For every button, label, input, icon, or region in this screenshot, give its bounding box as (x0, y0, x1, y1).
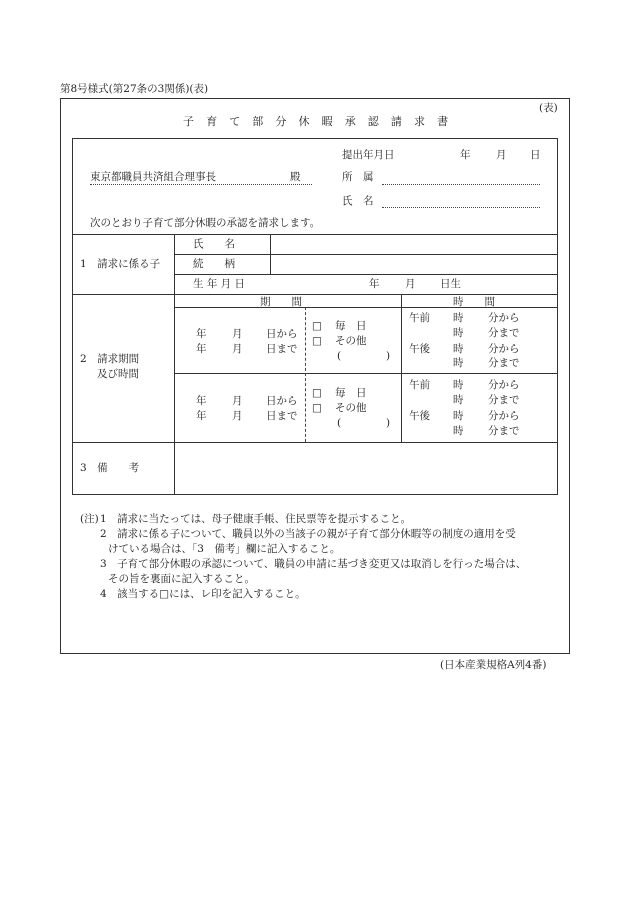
period-to-month: 月 (232, 343, 243, 355)
honorific: 殿 (290, 171, 301, 183)
period-from-day: 日から (266, 395, 298, 407)
am-min-to: 分まで (488, 327, 520, 339)
affiliation-label: 所 属 (342, 171, 374, 183)
child-relation-label: 続 柄 (193, 258, 235, 270)
period-from-day: 日から (266, 328, 298, 340)
am-hour-to: 時 (453, 394, 464, 406)
date-day: 日 (530, 149, 541, 161)
period-section-label-1: 2 請求期間 (80, 353, 140, 365)
child-name-label: 氏 名 (193, 238, 235, 250)
checkbox-daily[interactable]: □ (312, 387, 322, 399)
am-min-from: 分から (488, 379, 520, 391)
notes-prefix: (注) (80, 513, 99, 525)
period-to-day: 日まで (266, 343, 298, 355)
checkbox-other[interactable]: □ (312, 402, 322, 414)
am-min-to: 分まで (488, 394, 520, 406)
pm-hour-to: 時 (453, 357, 464, 369)
am-label: 午前 (409, 379, 430, 391)
am-hour-from: 時 (453, 379, 464, 391)
birth-suffix: 日生 (440, 278, 461, 290)
pm-label: 午後 (409, 343, 430, 355)
form-title: 子育て部分休暇承認請求書 (183, 115, 461, 128)
period-to-month: 月 (232, 410, 243, 422)
paper-size-footer: (日本産業規格A列4番) (440, 659, 547, 671)
paren-open: ( (337, 417, 342, 429)
child-birth-label: 生 年 月 日 (193, 278, 246, 290)
child-section-label: 1 請求に係る子 (80, 258, 161, 270)
am-hour-to: 時 (453, 327, 464, 339)
period-from-year: 年 (196, 395, 207, 407)
addressee: 東京都職員共済組合理事長 (90, 171, 216, 183)
note-item: 3 子育て部分休暇の承認について、職員の申請に基づき変更又は取消しを行った場合は、 (100, 558, 527, 570)
option-daily-label: 毎 日 (335, 387, 367, 399)
name-label: 氏 名 (342, 195, 374, 207)
period-to-day: 日まで (266, 410, 298, 422)
name-field[interactable] (382, 207, 540, 208)
pm-hour-from: 時 (453, 343, 464, 355)
paren-open: ( (337, 350, 342, 362)
note-item: 2 請求に係る子について、職員以外の当該子の親が子育て部分休暇等の制度の適用を受 (100, 528, 516, 540)
pm-hour-from: 時 (453, 410, 464, 422)
option-other-label: その他 (335, 402, 367, 414)
pm-label: 午後 (409, 410, 430, 422)
checkbox-other[interactable]: □ (312, 335, 322, 347)
period-from-year: 年 (196, 328, 207, 340)
birth-year: 年 (369, 278, 380, 290)
date-label: 提出年月日 (342, 149, 395, 161)
pm-min-from: 分から (488, 343, 520, 355)
paren-close: ) (386, 350, 391, 362)
date-year: 年 (460, 149, 471, 161)
note-item: 4 該当する□には、レ印を記入すること。 (100, 588, 306, 600)
period-from-month: 月 (232, 328, 243, 340)
time-header: 時 間 (453, 296, 495, 308)
birth-month: 月 (405, 278, 416, 290)
side-mark: (表) (539, 102, 558, 114)
pm-min-to: 分まで (488, 357, 520, 369)
checkbox-daily[interactable]: □ (312, 320, 322, 332)
request-text: 次のとおり子育て部分休暇の承認を請求します。 (90, 217, 321, 229)
am-min-from: 分から (488, 312, 520, 324)
note-item: 1 請求に当たっては、母子健康手帳、住民票等を提示すること。 (100, 513, 412, 525)
pm-min-to: 分まで (488, 425, 520, 437)
option-daily-label: 毎 日 (335, 320, 367, 332)
period-to-year: 年 (196, 343, 207, 355)
period-header: 期 間 (260, 296, 302, 308)
period-to-year: 年 (196, 410, 207, 422)
pm-min-from: 分から (488, 410, 520, 422)
am-label: 午前 (409, 312, 430, 324)
am-hour-from: 時 (453, 312, 464, 324)
addressee-underline (90, 184, 312, 185)
form-code: 第8号様式(第27条の3関係)(表) (60, 83, 209, 95)
remarks-label: 3 備 考 (80, 462, 140, 474)
date-month: 月 (496, 149, 507, 161)
affiliation-field[interactable] (382, 184, 540, 185)
note-item: その旨を裏面に記入すること。 (108, 573, 255, 585)
option-other-label: その他 (335, 335, 367, 347)
paren-close: ) (386, 417, 391, 429)
pm-hour-to: 時 (453, 425, 464, 437)
note-item: けている場合は、「3 備考」欄に記入すること。 (108, 543, 341, 555)
remarks-field[interactable] (176, 444, 556, 493)
period-from-month: 月 (232, 395, 243, 407)
period-section-label-2: 及び時間 (97, 368, 139, 380)
